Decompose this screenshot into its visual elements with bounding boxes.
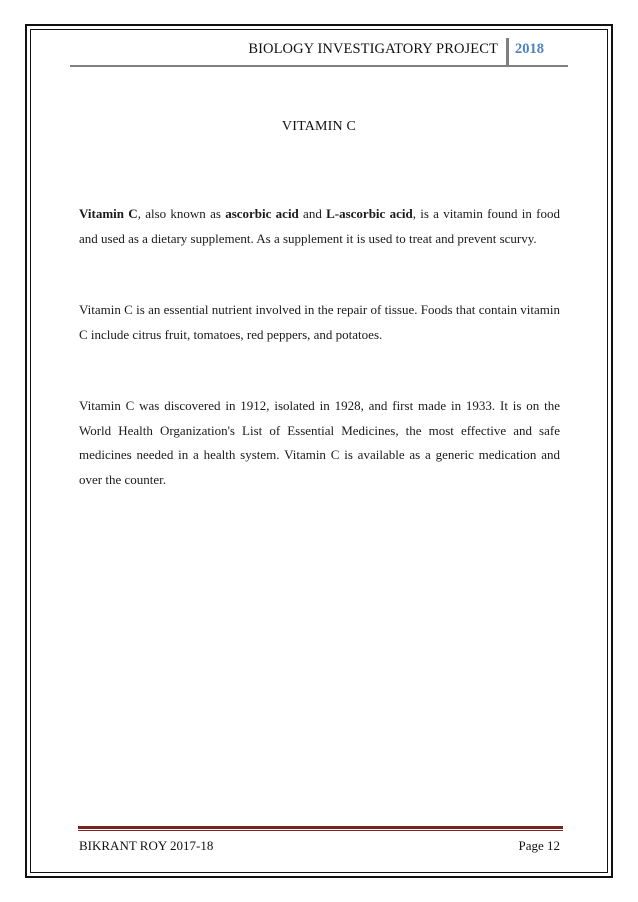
page-number: Page 12 <box>518 838 560 853</box>
header-year: 2018 <box>515 41 544 57</box>
header-title: BIOLOGY INVESTIGATORY PROJECT <box>248 41 498 57</box>
header-separator <box>506 38 509 65</box>
paragraph-text: and <box>298 206 327 221</box>
term-l-ascorbic-acid: L-ascorbic acid <box>326 206 413 221</box>
footer-author: BIKRANT ROY 2017-18 <box>79 838 214 853</box>
paragraph-history: Vitamin C was discovered in 1912, isolated in 1928, and first made in 1933. It is on the World Health Organization's List of Essential Medicines, the most effective and safe medicines needed in a health system. Vitamin C is available as a generic medication and over the counter. <box>79 398 560 487</box>
paragraph-nutrient: Vitamin C is an essential nutrient involved in the repair of tissue. Foods that contain vitamin C include citrus fruit, tomatoes, red peppers, and potatoes. <box>79 302 560 342</box>
paragraph-text: , is a vitamin found in food and used as a dietary supplement. As a supplement it is used to treat and prevent scurvy. <box>79 206 560 246</box>
page-title: VITAMIN C <box>281 119 357 134</box>
footer-rule-thin <box>78 830 563 831</box>
term-ascorbic-acid: ascorbic acid <box>225 206 299 221</box>
page-header <box>70 33 568 67</box>
paragraph-text: , also known as <box>137 206 226 221</box>
footer-rule <box>78 826 563 829</box>
term-vitamin-c: Vitamin C <box>79 206 138 221</box>
paragraph-intro <box>79 202 560 251</box>
